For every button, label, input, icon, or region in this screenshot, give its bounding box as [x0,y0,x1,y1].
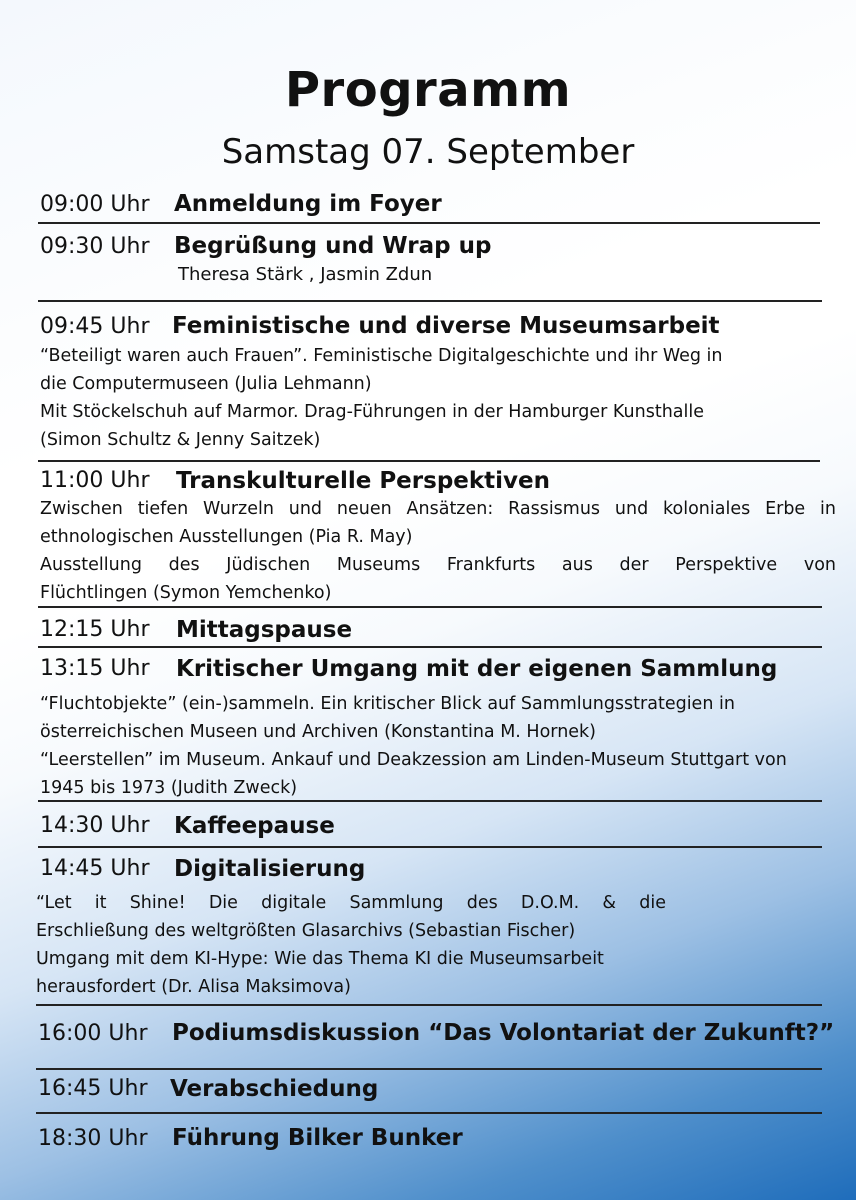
time-1600: 16:00 Uhr [38,1021,148,1046]
session-line: “Let it Shine! Die digitale Sammlung des D.O.M. & die [36,893,666,913]
session-line: Umgang mit dem KI-Hype: Wie das Thema KI die Museumsarbeit [36,949,604,969]
session-title-digitalisierung: Digitalisierung [174,856,366,882]
session-line: Zwischen tiefen Wurzeln und neuen Ansätzen: Rassismus und koloniales Erbe in [40,499,836,519]
session-title-verabschiedung: Verabschiedung [170,1076,379,1102]
session-line: ethnologischen Ausstellungen (Pia R. May) [40,527,413,547]
time-1315: 13:15 Uhr [40,656,150,681]
session-line: herausfordert (Dr. Alisa Maksimova) [36,977,351,997]
session-line: (Simon Schultz & Jenny Saitzek) [40,430,321,450]
divider [38,606,822,608]
event-date-text: Samstag 07. September [221,132,635,172]
session-title-anmeldung: Anmeldung im Foyer [174,191,442,217]
time-0900: 09:00 Uhr [40,192,150,217]
session-speakers-begruessung: Theresa Stärk , Jasmin Zdun [178,264,433,285]
page-title: Programm [284,62,572,118]
session-title-transkulturelle: Transkulturelle Perspektiven [176,468,551,494]
divider [36,1112,822,1114]
time-0945: 09:45 Uhr [40,314,150,339]
time-1645: 16:45 Uhr [38,1076,148,1101]
session-title-begruessung: Begrüßung und Wrap up [174,233,492,259]
divider [38,846,822,848]
event-date [0,132,856,172]
divider [38,300,822,302]
time-1100: 11:00 Uhr [40,468,150,493]
divider [38,222,820,224]
session-line: Mit Stöckelschuh auf Marmor. Drag-Führungen in der Hamburger Kunsthalle [40,402,705,422]
session-title-fuehrung: Führung Bilker Bunker [172,1125,463,1151]
session-line: österreichischen Museen und Archiven (Konstantina M. Hornek) [40,722,597,742]
session-title-mittagspause: Mittagspause [176,617,353,643]
session-line: Flüchtlingen (Symon Yemchenko) [40,583,332,603]
session-line: “Beteiligt waren auch Frauen”. Feministische Digitalgeschichte und ihr Weg in [40,346,723,366]
divider [36,1068,822,1070]
time-1430: 14:30 Uhr [40,813,150,838]
session-line: Erschließung des weltgrößten Glasarchivs (Sebastian Fischer) [36,921,576,941]
session-line: “Fluchtobjekte” (ein-)sammeln. Ein kritischer Blick auf Sammlungsstrategien in [40,694,735,714]
session-line: “Leerstellen” im Museum. Ankauf und Deakzession am Linden-Museum Stuttgart von [40,750,787,770]
session-line: die Computermuseen (Julia Lehmann) [40,374,372,394]
divider [38,800,822,802]
divider [36,1004,822,1006]
session-title-kaffeepause: Kaffeepause [174,813,335,839]
time-0930: 09:30 Uhr [40,234,150,259]
divider [38,646,822,648]
time-1215: 12:15 Uhr [40,617,150,642]
session-title-feministische: Feministische und diverse Museumsarbeit [172,313,720,339]
session-line: 1945 bis 1973 (Judith Zweck) [40,778,298,798]
divider [38,460,820,462]
session-title-kritischer: Kritischer Umgang mit der eigenen Sammlung [176,656,778,682]
time-1445: 14:45 Uhr [40,856,150,881]
session-line: Ausstellung des Jüdischen Museums Frankfurts aus der Perspektive von [40,555,836,575]
session-title-podiumsdiskussion: Podiumsdiskussion “Das Volontariat der Zukunft?” [172,1020,835,1046]
time-1830: 18:30 Uhr [38,1126,148,1151]
